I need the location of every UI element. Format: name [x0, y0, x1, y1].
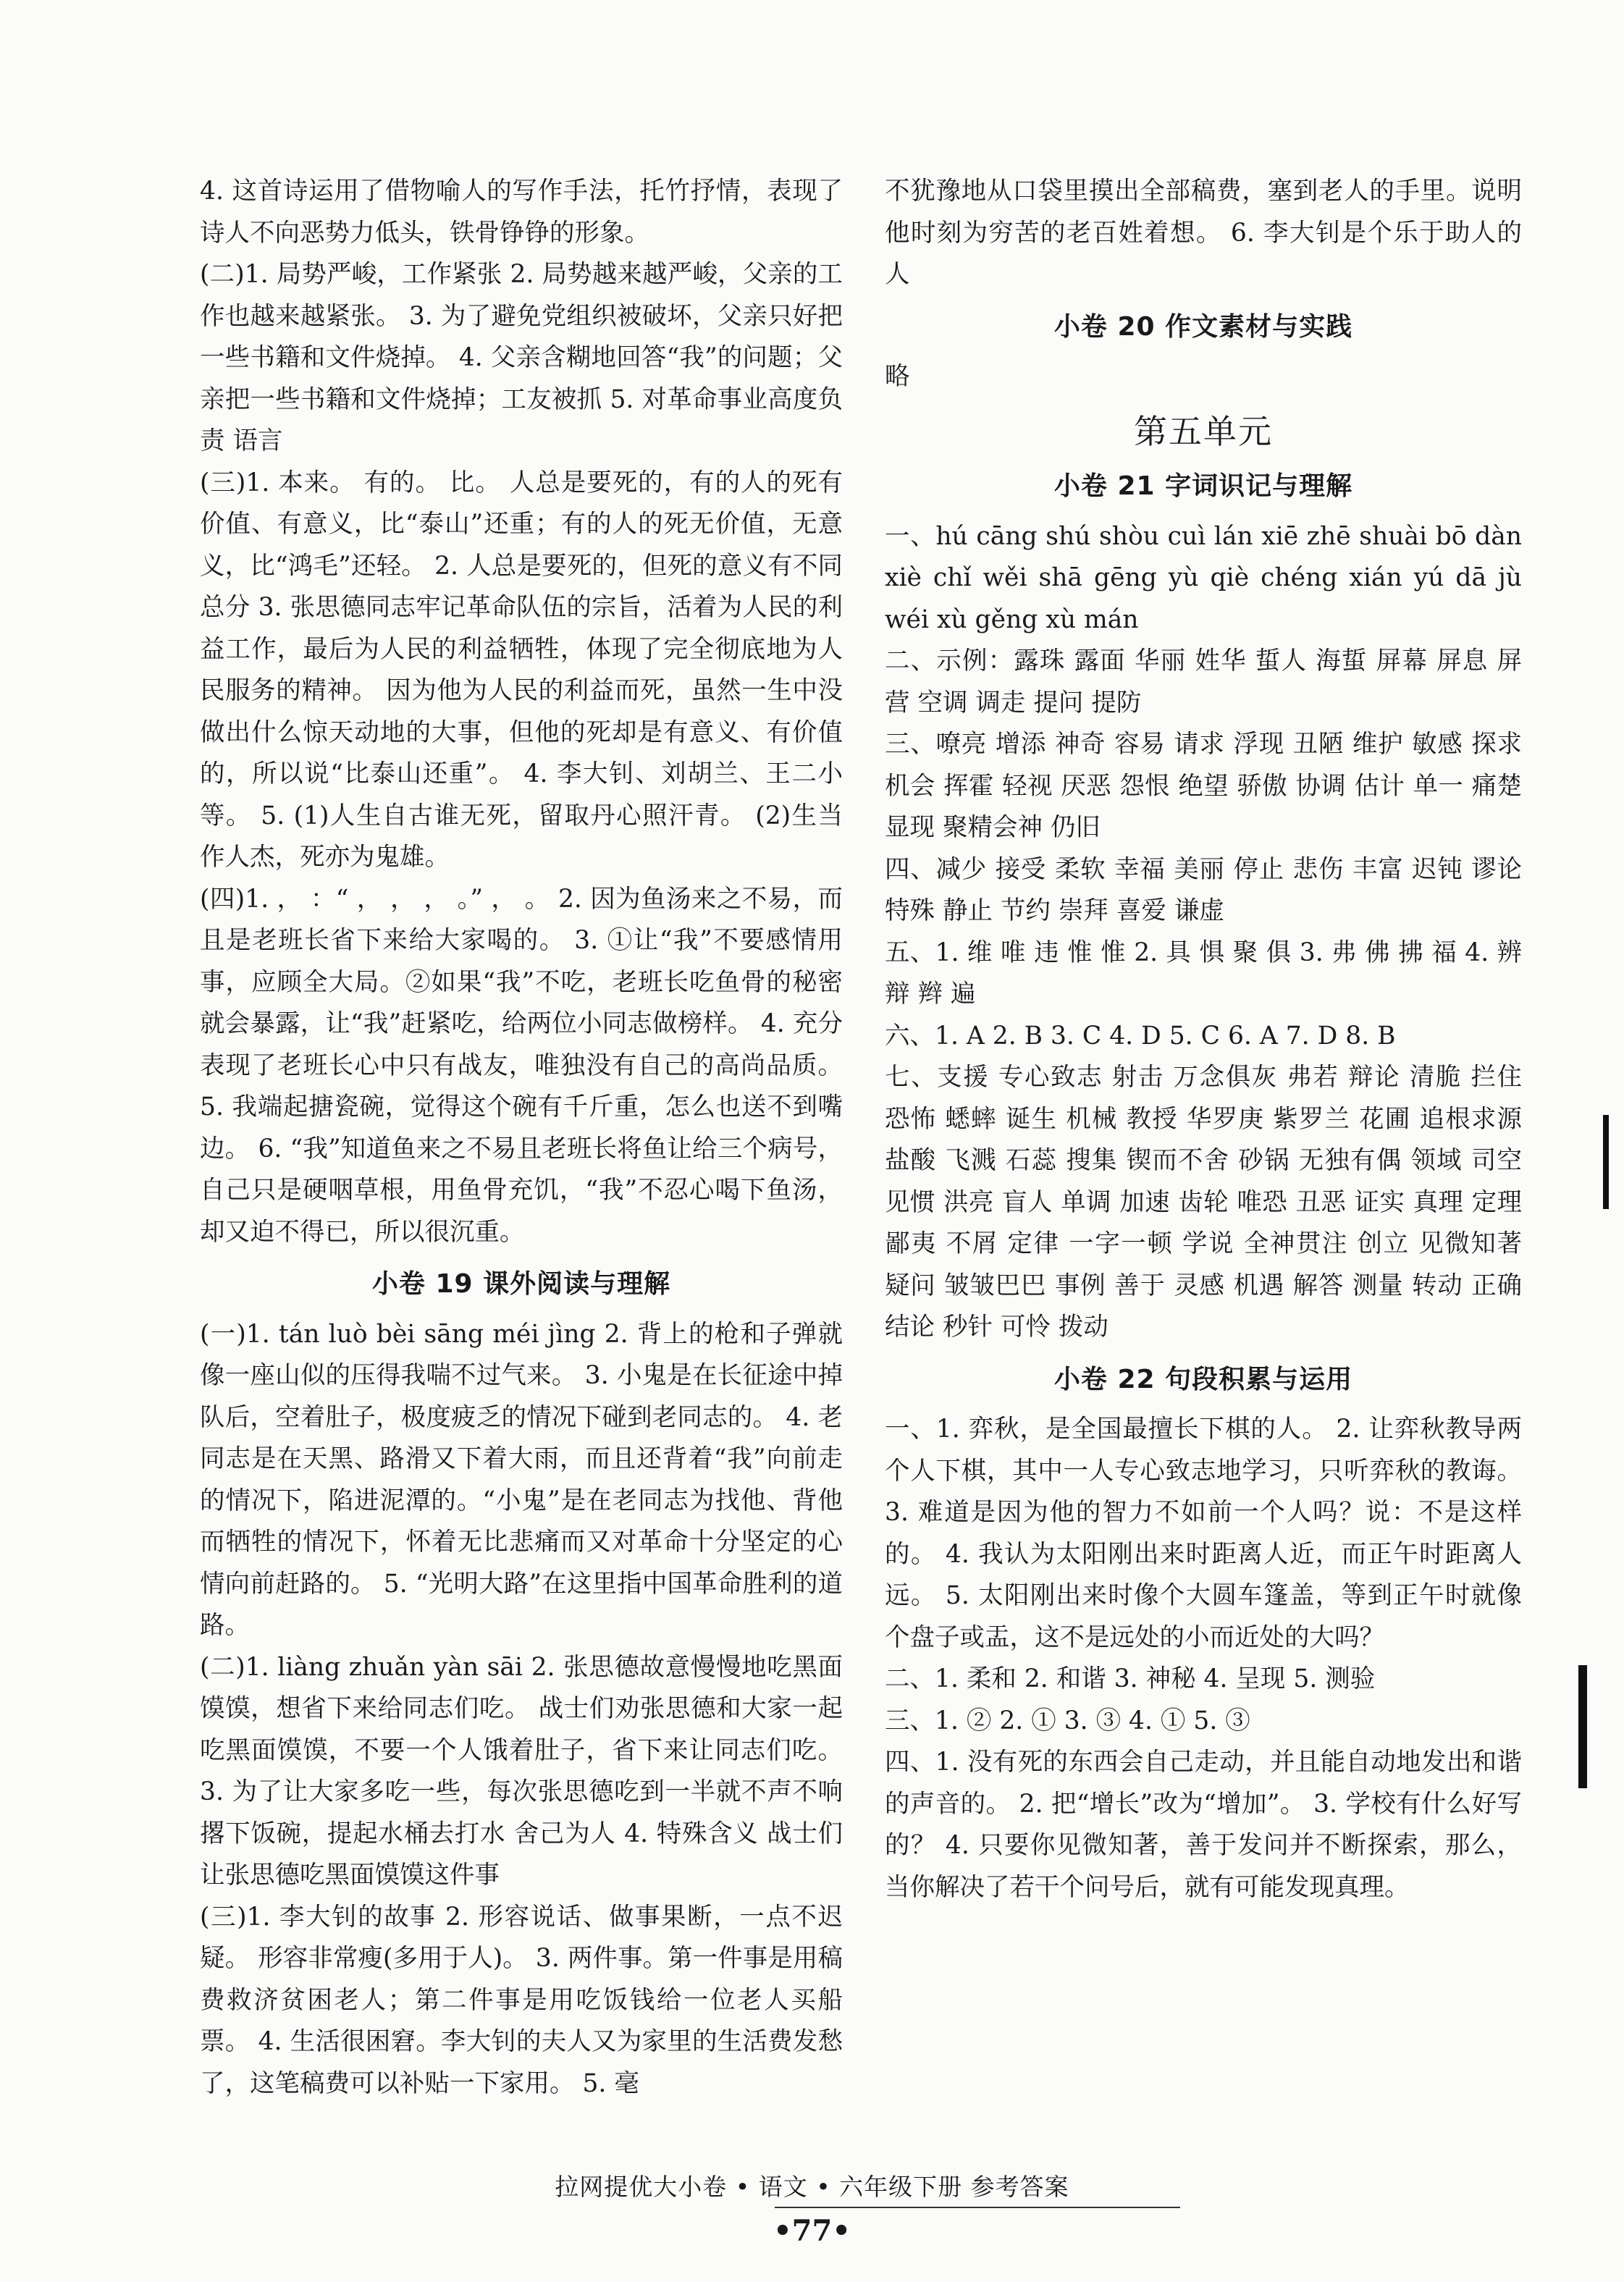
section-heading: 小卷 19 课外阅读与理解 [371, 1269, 671, 1299]
answer-paragraph: (四)1. ， ：“ ， ， ， 。” ， 。 2. 因为鱼汤来之不易，而且是老班长省下来给大家喝的。 3. ①让“我”不要感情用事，应顾全大局。②如果“我”不吃，老班长吃鱼骨的秘密就会暴露，让“我”赶紧吃，给两位小同志做榜样。 4. 充分表现了老班长心中只有战友，唯独没有自己的高尚品质。 5. 我端起搪瓷碗，觉得这个碗有千斤重，怎么也送不到嘴边。 6. “我”知道鱼来之不易且老班长将鱼让给三个病号，自己只是硬咽草根，用鱼骨充饥，“我”不忍心喝下鱼汤，却又迫不得已，所以很沉重。 [200, 884, 843, 1247]
left-column [200, 171, 843, 2105]
section-heading: 小卷 21 字词识记与理解 [1053, 471, 1353, 501]
answer-paragraph: 二、示例：露珠 露面 华丽 姓华 蜇人 海蜇 屏幕 屏息 屏营 空调 调走 提问 提防 [885, 647, 1522, 717]
section-heading: 小卷 20 作文素材与实践 [1053, 311, 1353, 342]
answer-paragraph: 略 [885, 362, 910, 391]
answer-paragraph: 二、1. 柔和 2. 和谐 3. 神秘 4. 呈现 5. 测验 [885, 1664, 1376, 1693]
footer-title: 拉网提优大小卷 • 语文 • 六年级下册 参考答案 [555, 2173, 1069, 2201]
answer-paragraph: 三、嘹亮 增添 神奇 容易 请求 浮现 丑陋 维护 敏感 探求 机会 挥霍 轻视 厌恶 怨恨 绝望 骄傲 协调 估计 单一 痛楚 显现 聚精会神 仍旧 [885, 730, 1522, 842]
scan-mark [1578, 1665, 1587, 1788]
answer-paragraph: 四、1. 没有死的东西会自己走动，并且能自动地发出和谐的声音的。 2. 把“增长”改为“增加”。 3. 学校有什么好写的？ 4. 只要你见微知著，善于发问并不断探索，那么，当你解决了若干个问号后，就有可能发现真理。 [885, 1748, 1522, 1902]
answer-paragraph: (二)1. liàng zhuǎn yàn sāi 2. 张思德故意慢慢地吃黑面馍馍，想省下来给同志们吃。 战士们劝张思德和大家一起吃黑面馍馍，不要一个人饿着肚子，省下来让同志们吃。 3. 为了让大家多吃一些，每次张思德吃到一半就不声不响撂下饭碗，提起水桶去打水 舍己为人 4. 特殊含义 战士们让张思德吃黑面馍馍这件事 [200, 1652, 843, 1890]
page-number: •77• [773, 2214, 851, 2248]
answer-paragraph: 三、1. ② 2. ① 3. ③ 4. ① 5. ③ [885, 1706, 1250, 1735]
right-column [885, 171, 1522, 1908]
answer-paragraph: 七、支援 专心致志 射击 万念俱灰 弗若 辩论 清脆 拦住 恐怖 蟋蟀 诞生 机械 教授 华罗庚 紫罗兰 花圃 追根求源 盐酸 飞溅 石蕊 搜集 锲而不舍 砂锅 无独有偶 领域 司空见惯 洪亮 盲人 单调 加速 齿轮 唯恐 丑恶 证实 真理 定理 鄙夷 不屑 定律 一字一顿 学说 全神贯注 创立 见微知著 疑问 皱皱巴巴 事例 善于 灵感 机遇 解答 测量 转动 正确 结论 秒针 可怜 拨动 [885, 1063, 1522, 1342]
answer-paragraph: (二)1. 局势严峻，工作紧张 2. 局势越来越严峻，父亲的工作也越来越紧张。 3. 为了避免党组织被破坏，父亲只好把一些书籍和文件烧掉。 4. 父亲含糊地回答“我”的问题；父亲把一些书籍和文件烧掉；工友被抓 5. 对革命事业高度负责 语言 [200, 260, 843, 455]
answer-paragraph: 一、1. 弈秋，是全国最擅长下棋的人。 2. 让弈秋教导两个人下棋，其中一人专心致志地学习，只听弈秋的教诲。 3. 难道是因为他的智力不如前一个人吗？说：不是这样的。 4. 我认为太阳刚出来时距离人近，而正午时距离人远。 5. 太阳刚出来时像个大圆车篷盖，等到正午时就像个盘子或盂，这不是远处的小而近处的大吗？ [885, 1415, 1522, 1652]
answer-paragraph: 不犹豫地从口袋里摸出全部稿费，塞到老人的手里。说明他时刻为穷苦的老百姓着想。 6. 李大钊是个乐于助人的人 [885, 177, 1522, 289]
answer-paragraph: 四、减少 接受 柔软 幸福 美丽 停止 悲伤 丰富 迟钝 谬论 特殊 静止 节约 崇拜 喜爱 谦虚 [885, 854, 1522, 925]
answer-paragraph: 五、1. 维 唯 违 惟 惟 2. 具 惧 聚 俱 3. 弗 佛 拂 福 4. 辨 辩 辫 遍 [885, 938, 1522, 1009]
answer-paragraph: 4. 这首诗运用了借物喻人的写作手法，托竹抒情，表现了诗人不向恶势力低头，铁骨铮铮的形象。 [200, 177, 843, 248]
answer-paragraph: (三)1. 李大钊的故事 2. 形容说话、做事果断，一点不迟疑。 形容非常瘦(多用于人)。 3. 两件事。第一件事是用稿费救济贫困老人；第二件事是用吃饭钱给一位老人买船票。 4. 生活很困窘。李大钊的夫人又为家里的生活费发愁了，这笔稿费可以补贴一下家用。 5. 毫 [200, 1902, 843, 2098]
answer-paragraph: (三)1. 本来。 有的。 比。 人总是要死的，有的人的死有价值、有意义，比“泰山”还重；有的人的死无价值，无意义，比“鸿毛”还轻。 2. 人总是要死的，但死的意义有不同 总分 3. 张思德同志牢记革命队伍的宗旨，活着为人民的利益工作，最后为人民的利益牺牲，体现了完全彻底地为人民服务的精神。 因为他为人民的利益而死，虽然一生中没做出什么惊天动地的大事，但他的死却是有意义、有价值的，所以说“比泰山还重”。 4. 李大钊、刘胡兰、王二小等。 5. (1)人生自古谁无死，留取丹心照汗青。 (2)生当作人杰，死亦为鬼雄。 [200, 468, 843, 872]
section-heading: 小卷 22 句段积累与运用 [1053, 1364, 1353, 1394]
footer-rule [775, 2207, 1180, 2208]
answer-paragraph: (一)1. tán luò bèi sāng méi jìng 2. 背上的枪和子弹就像一座山似的压得我喘不过气来。 3. 小鬼是在长征途中掉队后，空着肚子，极度疲乏的情况下碰到老同志的。 4. 老同志是在天黑、路滑又下着大雨，而且还背着“我”向前走的情况下，陷进泥潭的。“小鬼”是在老同志为找他、背他而牺牲的情况下，怀着无比悲痛而又对革命十分坚定的心情向前赶路的。 5. “光明大路”在这里指中国革命胜利的道路。 [200, 1319, 843, 1640]
unit-heading: 第五单元 [1134, 411, 1273, 451]
scan-mark [1603, 1115, 1609, 1209]
answer-paragraph: 一、hú cāng shú shòu cuì lán xiē zhē shuài bō dàn xiè chǐ wěi shā gēng yù qiè chéng xián yú dā jù wéi xù gěng xù mán [885, 521, 1522, 634]
answer-paragraph: 六、1. A 2. B 3. C 4. D 5. C 6. A 7. D 8. B [885, 1021, 1396, 1051]
